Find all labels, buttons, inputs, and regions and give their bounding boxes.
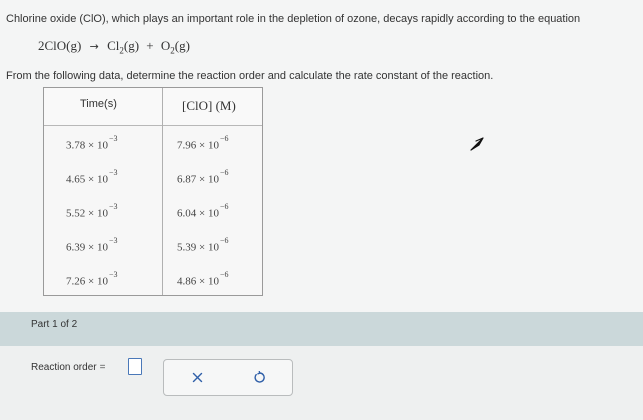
reactant-formula: ClO: [44, 38, 67, 53]
answer-area: [0, 346, 643, 420]
reaction-arrow: →: [89, 40, 99, 53]
concentration-value: 7.96 × 10: [177, 139, 219, 152]
reactant-state: (g): [66, 38, 82, 53]
product1-formula: Cl: [107, 38, 120, 53]
answer-tools: [163, 359, 293, 396]
time-cell: [66, 134, 118, 152]
table-row: [44, 126, 262, 160]
time-exponent: −3: [108, 168, 118, 177]
table-row: [44, 160, 262, 194]
time-cell: [66, 168, 118, 186]
time-value: 4.65 × 10: [66, 173, 108, 186]
time-value: 3.78 × 10: [66, 139, 108, 152]
table-row: [44, 194, 262, 228]
table-row: [44, 228, 262, 262]
product2-subscript: 2: [170, 45, 175, 56]
reaction-order-input[interactable]: [128, 358, 142, 375]
time-cell: [66, 236, 118, 254]
concentration-cell: [177, 270, 229, 288]
product2-state: (g): [174, 38, 190, 53]
undo-button[interactable]: [234, 360, 284, 395]
data-table: [43, 87, 263, 296]
time-exponent: −3: [108, 134, 118, 143]
concentration-exponent: −6: [219, 134, 229, 143]
part-header-bar: [0, 312, 643, 346]
reaction-equation: [38, 38, 190, 56]
close-icon: [192, 372, 203, 383]
concentration-exponent: −6: [219, 270, 229, 279]
product1-state: (g): [123, 38, 140, 53]
reactant-coefficient: 2: [38, 38, 45, 53]
time-cell: [66, 202, 118, 220]
product1-subscript: 2: [119, 45, 124, 56]
time-exponent: −3: [108, 202, 118, 211]
table-body: [44, 126, 262, 296]
problem-intro: Chlorine oxide (ClO), which plays an important role in the depletion of ozone, decays rapidly according to the equation: [6, 13, 581, 25]
time-value: 6.39 × 10: [66, 241, 108, 254]
time-exponent: −3: [108, 236, 118, 245]
concentration-cell: [177, 134, 229, 152]
product2-formula: O: [160, 38, 171, 53]
mouse-cursor-icon: [469, 136, 485, 152]
reaction-order-label: [31, 362, 105, 373]
time-value: 7.26 × 10: [66, 275, 108, 288]
concentration-exponent: −6: [219, 236, 229, 245]
concentration-value: 6.87 × 10: [177, 173, 219, 186]
table-row: [44, 262, 262, 296]
time-value: 5.52 × 10: [66, 207, 108, 220]
concentration-cell: [177, 236, 229, 254]
concentration-value: 4.86 × 10: [177, 275, 219, 288]
time-column-header: Time(s): [80, 98, 117, 110]
time-cell: [66, 270, 118, 288]
concentration-value: 6.04 × 10: [177, 207, 219, 220]
reaction-order-text: Reaction order: [31, 362, 97, 373]
concentration-value: 5.39 × 10: [177, 241, 219, 254]
undo-icon: [253, 371, 266, 384]
table-header: [44, 88, 262, 126]
problem-instruction: From the following data, determine the reaction order and calculate the rate constant of the reaction.: [6, 70, 494, 82]
part-indicator: Part 1 of 2: [31, 319, 78, 330]
concentration-cell: [177, 202, 229, 220]
concentration-exponent: −6: [219, 202, 229, 211]
equals-sign: =: [99, 362, 106, 373]
time-exponent: −3: [108, 270, 118, 279]
plus-sign: +: [146, 38, 154, 53]
clear-button[interactable]: [172, 360, 222, 395]
concentration-exponent: −6: [219, 168, 229, 177]
concentration-column-header: [ClO] (M): [182, 98, 236, 113]
concentration-cell: [177, 168, 229, 186]
